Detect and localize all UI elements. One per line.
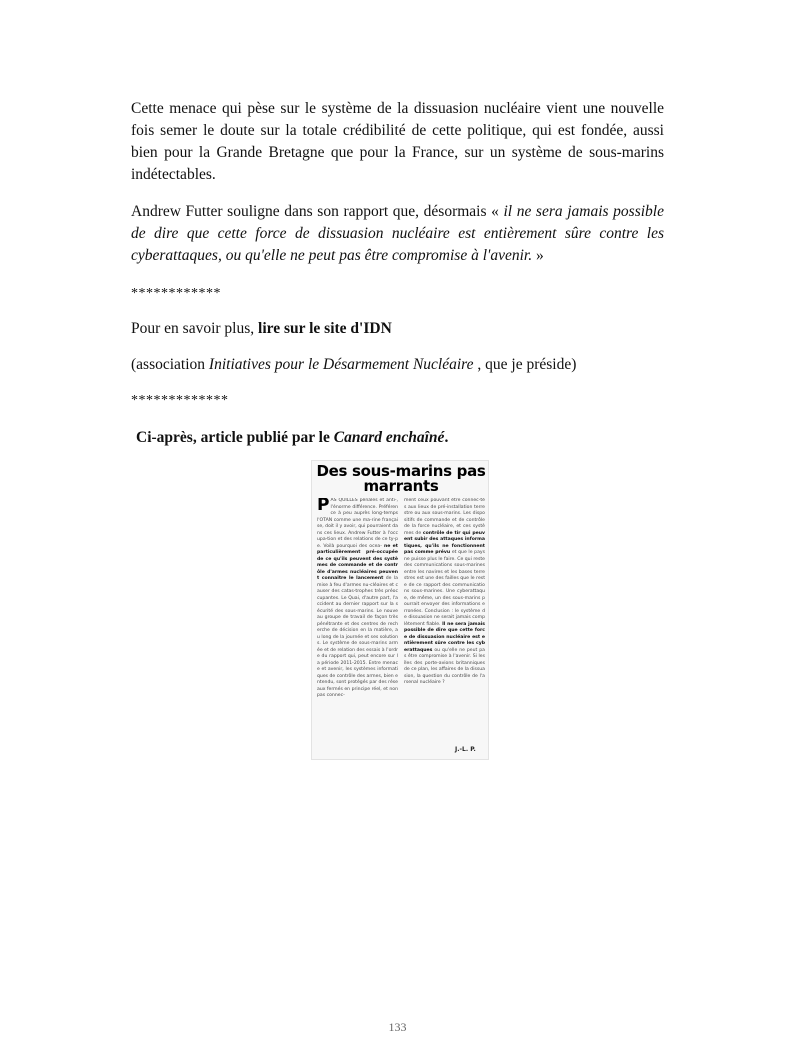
clipping-left-highlight: ne et particulièrement pré-occupée de ce qu'ils peuvent des systèmes de commande et de contrôle d'armes nucléaires peuvent connaître le lancement [317,543,398,581]
separator-stars-1: ************ [131,286,221,301]
clipping-right-text-2: et que le pays ne puisse plus le faire. Ce qui reste des communications sous-marines entre les navires et les bases terrestres est une des failles que le reste de ce rapport des communications sous-marines. Une cyberattaque, de même, un des sous-marins pourrait envoyer des informations erronées. Conclusion : le système de dissuasion ne serait jamais complètement fiable. [404,550,485,627]
clipping-signature: J.-L. P. [455,746,476,753]
separator-stars-2: ************* [131,393,229,408]
quote-text: il ne sera jamais possible de dire que cette force de dissuasion nucléaire est entièrement sûre contre les cyberattaques, ou qu'elle ne peut pas être compromise à l'avenir. [131,203,664,264]
newspaper-clipping [311,460,489,760]
clipping-left-text-2: de la mise à feu d'armes nu-cléaires et causer des catas-trophes très préoccupantes. Le Quai, d'autre part, l'accident au dernier rapport sur la sécurité des sous-marins. Le nouveau groupe de travail de façon très pénétrante et des centres de recherche de décision en la matière, au long de la journée et ses solutions. Le système de sous-marins armée et de relation des essais à l'ordre du rapport qui, peut encore sur la période 2011-2015. Entre menace et avenir, les systèmes informatiques de contrôle des armes, bien entendu, sont protégés par des réseaux fermés en principe réel, et non pas connec- [317,576,398,698]
paragraph-association [131,354,664,376]
quote-intro: Andrew Futter souligne dans son rapport que, désormais « [131,203,504,220]
article-intro-end: . [444,429,449,446]
article-intro-prefix: Ci-après, article publié par le [136,429,334,446]
clipping-right-highlight: contrôle de tir qui peuvent subir des attaques informatiques, qu'ils ne fonctionnent pas comme prévu [404,530,485,555]
paragraph-futter-quote [131,201,664,267]
clipping-dropcap: P [317,498,330,515]
quote-end: » [532,247,544,264]
paragraph-article-intro [136,427,669,449]
idn-site-link[interactable]: lire sur le site d'IDN [258,320,392,337]
page-number: 133 [388,1020,407,1034]
paragraph-menace: Cette menace qui pèse sur le système de la dissuasion nucléaire vient une nouvelle fois semer le doute sur la totale crédibilité de cette politique, qui est fondée, aussi bien pour la Grande Bretagne que pour la France, sur un système de sous-marins indétectables. [131,100,664,183]
association-name: Initiatives pour le Désarmement Nucléaire [208,356,474,373]
paragraph-learn-more [131,318,664,340]
clipping-column-left [317,498,398,756]
clipping-column-right [404,498,485,746]
association-close: , que je préside) [473,356,577,373]
clipping-right-text-3: ou qu'elle ne peut pas être compromise à l'avenir. Si les îles des porte-avions britanniques de ce plan, les affaires de la dissuasion, la question du contrôle de l'arsenal nucléaire ? [404,647,485,685]
learn-more-prefix: Pour en savoir plus, [131,320,259,337]
clipping-right-text-1: ment ceux pouvant être connec-tés aux lieux de pré-installation terrestre ou aux sous-marins. Les dispositifs de commande et de contrôle de la force nucléaire, et ces systèmes de [404,498,485,536]
clipping-headline: Des sous-marins pas marrants [316,462,486,495]
association-open: (association [131,356,209,373]
clipping-right-highlight-2: Il ne sera jamais possible de dire que cette force de dissuasion nucléaire est entièrement sûre contre les cyberattaques [404,621,485,653]
canard-enchaine-title: Canard enchaîné [333,429,445,446]
clipping-left-text-1: AS QUILLES pénales et anti-, l'énorme différence. Préférence à peu auprès long-temps l'OTAN comme une ma-rine française, doit il y avoir, qui pourraient dans ces lieux. Andrew Futter à l'occupa-tion et des relations de ce ty-pe. Voilà pourquoi des ocea- [317,498,398,549]
